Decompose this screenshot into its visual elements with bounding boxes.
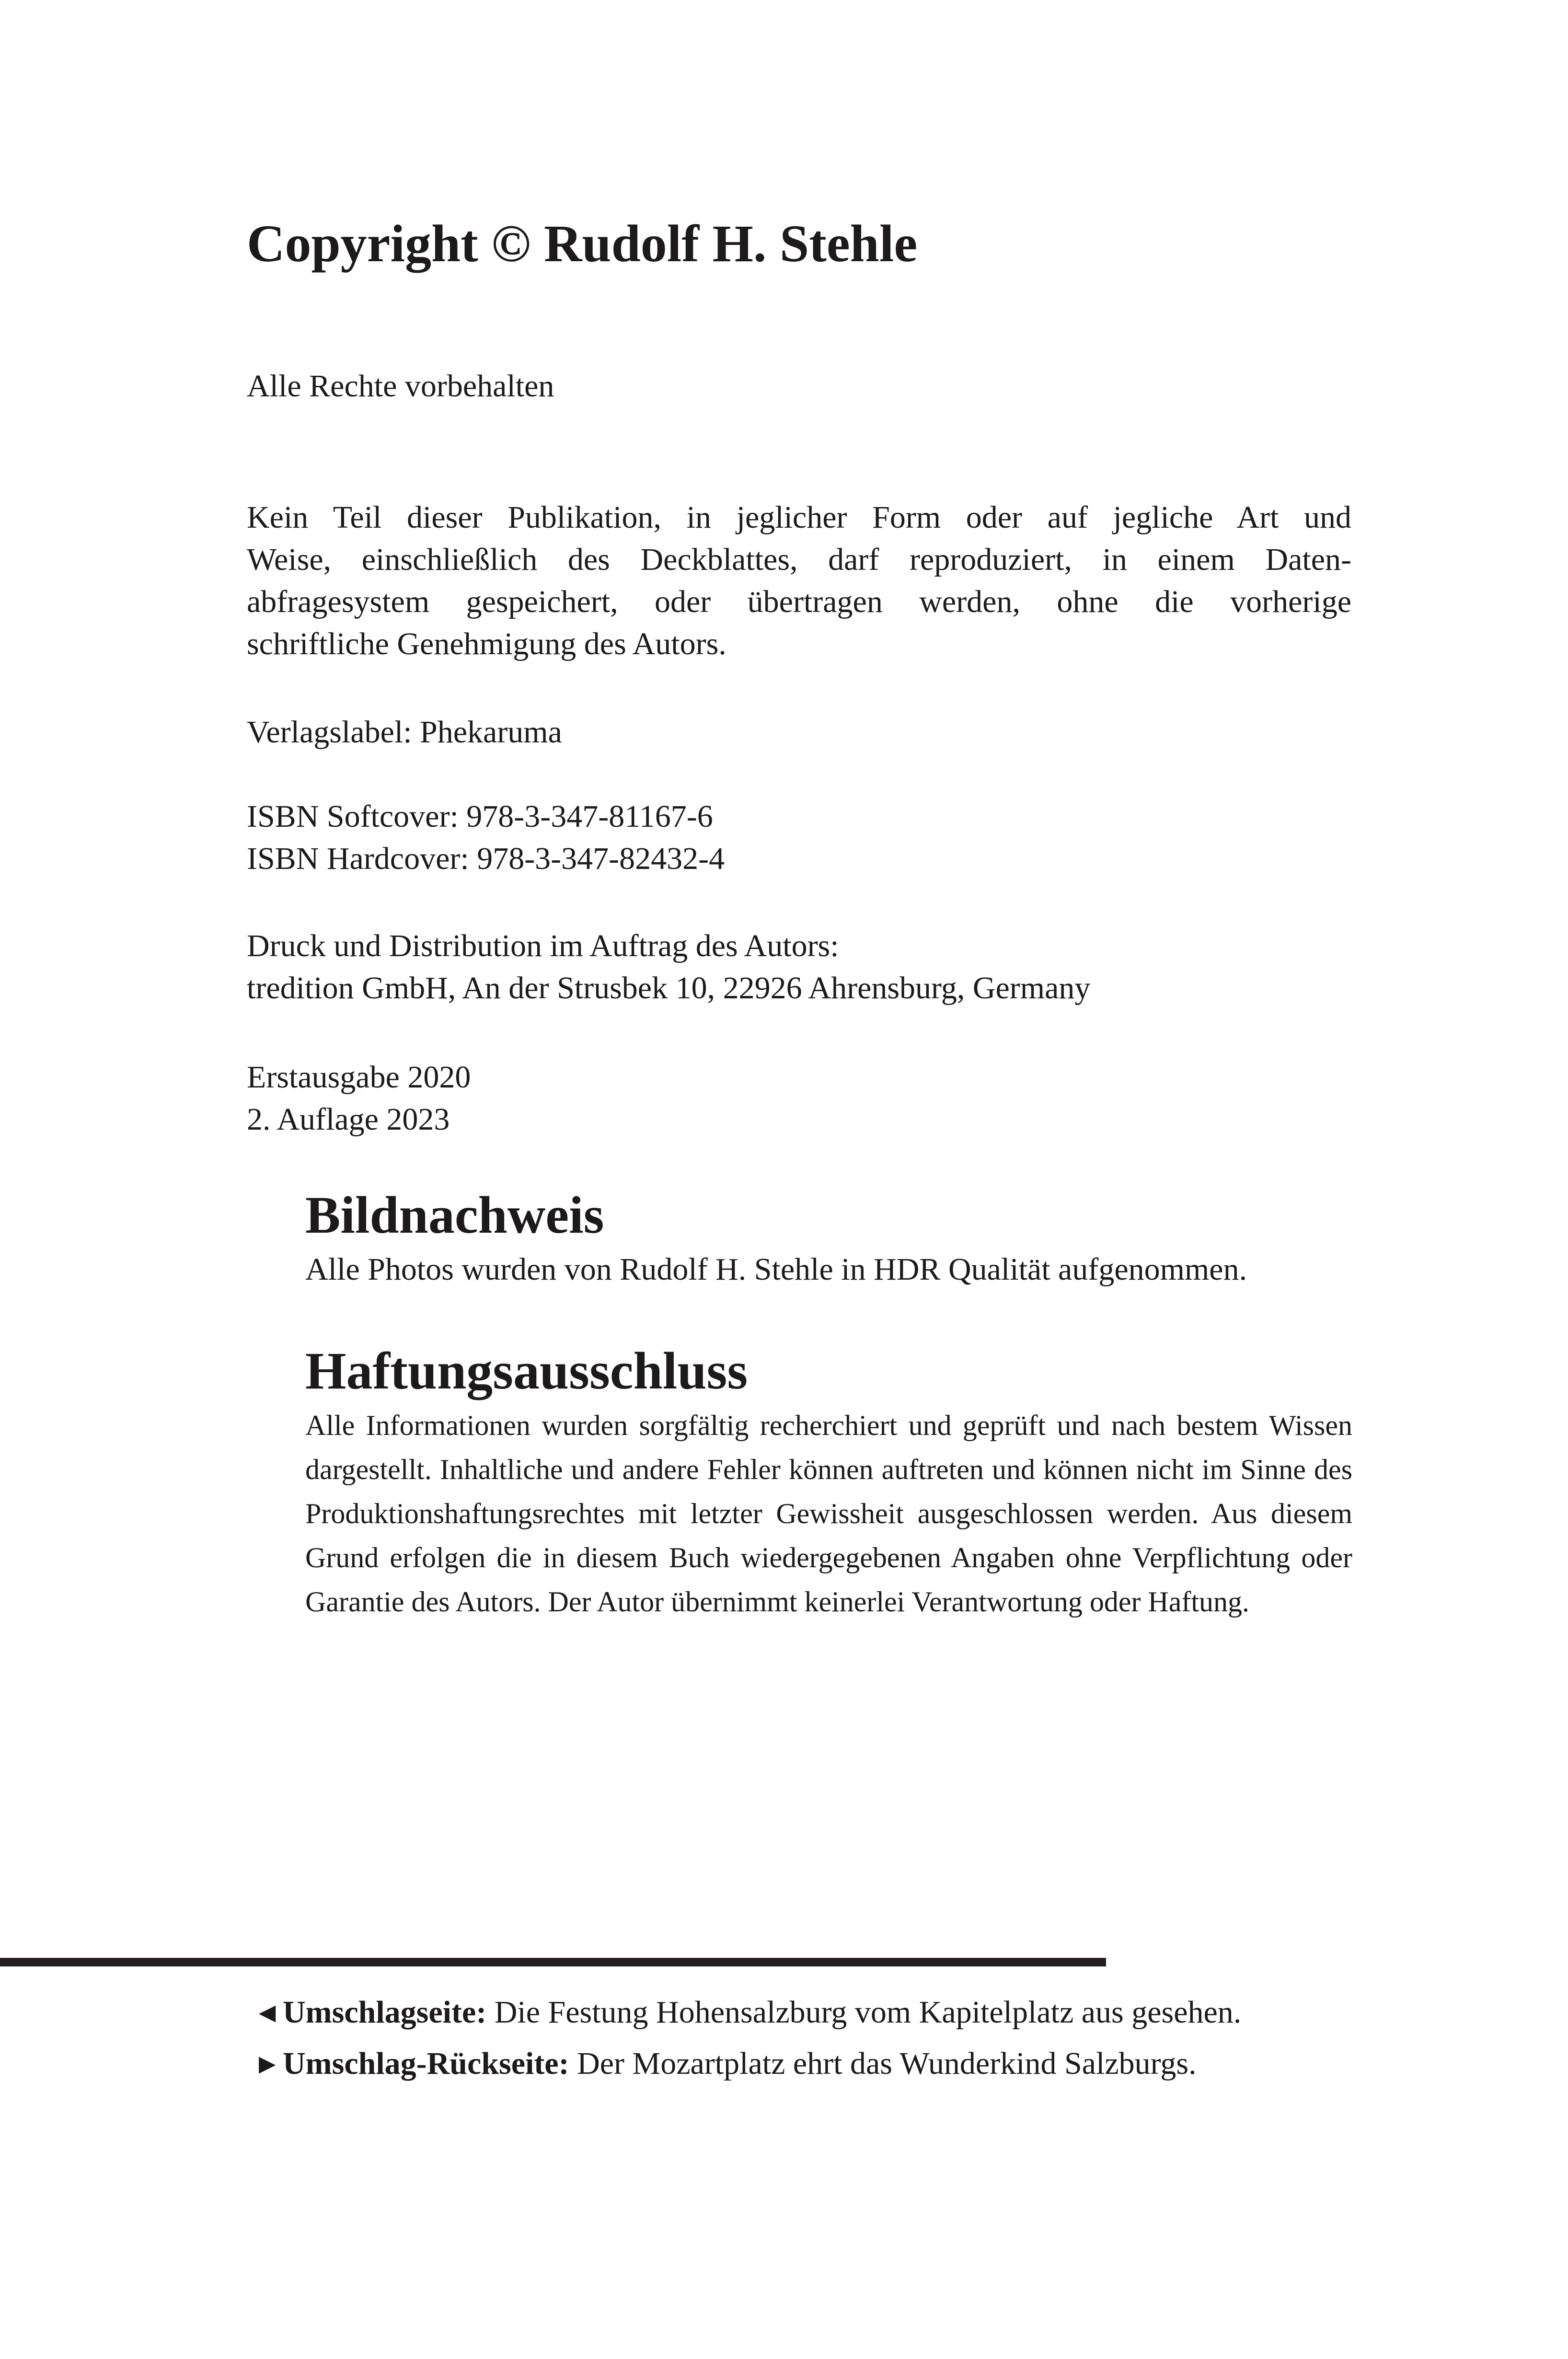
disclaimer-line: Grund erfolgen die in diesem Buch wiedergegebenen Angaben ohne Verpflichtung oder	[305, 1542, 1352, 1573]
caption-front-text: Die Festung Hohensalzburg vom Kapitelplatz aus gesehen.	[486, 1995, 1242, 2030]
disclaimer-line: Alle Informationen wurden sorgfältig recherchiert und geprüft und nach bestem Wissen	[305, 1410, 1352, 1441]
copyright-notice	[247, 497, 1351, 665]
notice-line: abfragesystem gespeichert, oder übertragen werden, ohne die vorherige	[247, 584, 1351, 619]
disclaimer-heading: Haftungsausschluss	[305, 1341, 748, 1400]
notice-line: schriftliche Genehmigung des Autors.	[247, 626, 726, 661]
isbn-block	[247, 796, 1351, 880]
isbn-softcover: ISBN Softcover: 978-3-347-81167-6	[247, 799, 713, 834]
triangle-left-icon: ◀	[259, 2000, 276, 2024]
print-line: Druck und Distribution im Auftrag des Autors:	[247, 928, 839, 963]
disclaimer-text	[305, 1403, 1352, 1624]
disclaimer-line: Garantie des Autors. Der Autor übernimmt keinerlei Verantwortung oder Haftung.	[305, 1586, 1250, 1618]
disclaimer-line: Produktionshaftungsrechtes mit letzter Gewissheit ausgeschlossen werden. Aus diesem	[305, 1498, 1352, 1529]
caption-back-label: Umschlag-Rückseite:	[283, 2046, 569, 2081]
caption-front-cover	[259, 1991, 1241, 2034]
publisher-address: tredition GmbH, An der Strusbek 10, 22926 Ahrensburg, Germany	[247, 971, 1091, 1006]
triangle-right-icon: ▶	[259, 2051, 276, 2076]
publisher-label: Verlagslabel: Phekaruma	[247, 715, 562, 750]
image-credit-text: Alle Photos wurden von Rudolf H. Stehle in HDR Qualität aufgenommen.	[305, 1252, 1247, 1287]
isbn-hardcover: ISBN Hardcover: 978-3-347-82432-4	[247, 841, 725, 876]
notice-line: Weise, einschließlich des Deckblattes, darf reproduziert, in einem Daten-	[247, 542, 1351, 577]
notice-line: Kein Teil dieser Publikation, in jeglicher Form oder auf jegliche Art und	[247, 500, 1351, 535]
caption-front-label: Umschlagseite:	[283, 1995, 487, 2030]
page-title: Copyright © Rudolf H. Stehle	[247, 214, 918, 273]
caption-back-text: Der Mozartplatz ehrt das Wunderkind Salzburgs.	[569, 2046, 1197, 2081]
rights-reserved: Alle Rechte vorbehalten	[247, 369, 554, 404]
divider-rule	[0, 1958, 1106, 1966]
second-edition: 2. Auflage 2023	[247, 1102, 450, 1137]
disclaimer-line: dargestellt. Inhaltliche und andere Fehler können auftreten und können nicht im Sinne des	[305, 1454, 1352, 1485]
first-edition: Erstausgabe 2020	[247, 1060, 471, 1095]
image-credit-heading: Bildnachweis	[305, 1186, 604, 1244]
editions-block	[247, 1056, 1351, 1141]
print-distribution	[247, 925, 1351, 1009]
caption-back-cover	[259, 2043, 1197, 2085]
